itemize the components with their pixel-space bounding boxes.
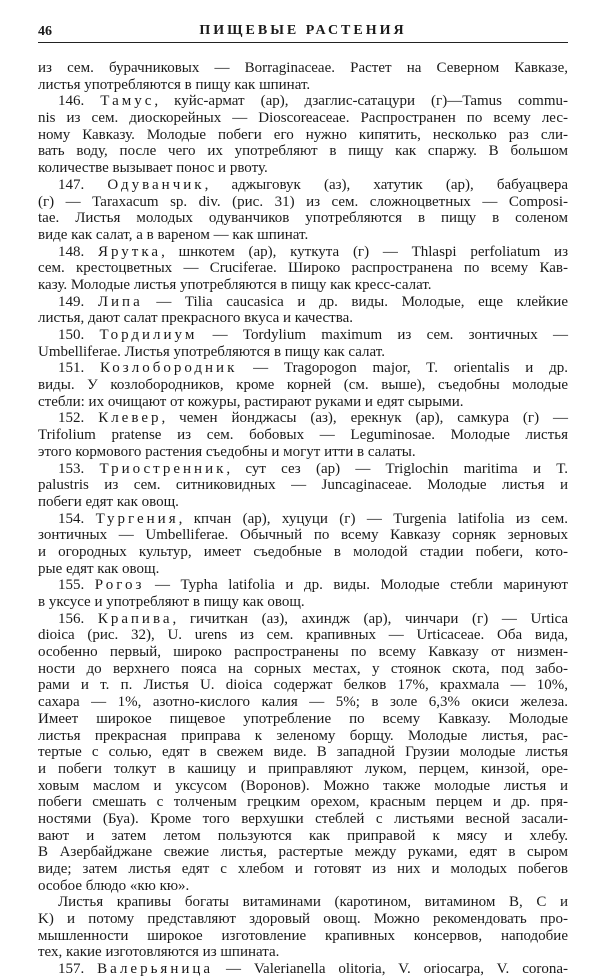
text-line: и побеги толкут в кашицу и приправляют луком, перцем, кинзой, оре-: [38, 760, 568, 777]
paragraph: [38, 894, 568, 961]
text-line: [38, 177, 568, 194]
entry-number: 151.: [58, 360, 101, 377]
text-line: рые едят как овощ.: [38, 560, 160, 577]
paragraph: [38, 961, 568, 978]
text-line: виде как салат, а в вареном — как шпинат.: [38, 226, 309, 243]
plant-name: Липа: [97, 293, 143, 310]
text-line: ности до верхнего пояса на сорных местах, у стоянок скота, под забо-: [38, 660, 568, 677]
page-header: [38, 22, 568, 43]
text-line: ностями (Буа). Кроме того верхушки стеблей с листьями весной засали-: [38, 810, 568, 827]
entry-text: , аджыговук (аз), хатутик (ар), бабуацвера: [204, 176, 568, 193]
entry-text: , шнкотем (ар), куткута (г) — Thlaspi perfoliatum из: [161, 243, 568, 260]
text-line: тех, какие изготовляются из шпината.: [38, 944, 280, 961]
entry-text: , гичиткан (аз), ахиндж (ар), чинчари (г) — Urtica: [172, 610, 568, 627]
plant-name: Клевер: [98, 410, 162, 427]
text-line: этого кормового растения съедобны и могут итти в салаты.: [38, 443, 416, 460]
text-line: казу. Молодые листья употребляются в пищу как кресс-салат.: [38, 276, 432, 293]
paragraph: [38, 244, 568, 294]
text-line: [38, 410, 568, 427]
text-line: вать воду, после чего их употребляют в пищу как спаржу. В большом: [38, 143, 568, 160]
plant-name: Рогоз: [94, 577, 145, 594]
entry-text: — Tragopogon major, T. orientalis и др.: [237, 360, 568, 377]
text-line: [38, 360, 568, 377]
text-line: особенно первый, широко распространены по всему Кавказу от низмен-: [38, 644, 568, 661]
text-line: из сем. бурачниковых — Borraginaceae. Растет на Северном Кавказе,: [38, 60, 568, 76]
text-line: [38, 327, 568, 344]
page-body: [38, 60, 568, 978]
paragraph: [38, 177, 568, 244]
text-line: тертые с солью, едят в свежем виде. В западной Грузии молодые листья: [38, 744, 568, 761]
text-line: palustris из сем. ситниковидных — Juncaginaceae. Молодые листья и: [38, 477, 568, 494]
entry-number: 149.: [58, 293, 98, 310]
text-line: [38, 244, 568, 261]
text-line: стебли: их очищают от кожуры, растирают руками и едят сырыми.: [38, 393, 464, 410]
text-line: ховым маслом и уксусом (Воронов). Можно также молодые листья и: [38, 777, 568, 794]
paragraph: [38, 410, 568, 460]
text-line: [38, 611, 568, 628]
text-line: количестве вызывает понос и рвоту.: [38, 160, 268, 177]
text-line: dioica (рис. 32), U. urens из сем. крапивных — Urticaceae. Оба вида,: [38, 627, 568, 644]
text-line: побеги смешать с толченым грецким орехом, красным перцем и др. пря-: [38, 794, 568, 811]
text-line: (г) — Taraxacum sp. div. (рис. 31) из сем. сложноцветных — Composi-: [38, 193, 568, 210]
plant-name: Тордилиум: [99, 327, 198, 343]
paragraph: [38, 294, 568, 327]
running-title: ПИЩЕВЫЕ РАСТЕНИЯ: [199, 23, 407, 38]
entry-text: , чемен йонджасы (аз), ерекнук (ар), самкура (г) —: [161, 410, 569, 427]
entry-number: 153.: [58, 460, 100, 477]
text-line: В Азербайджане свежие листья, растертые между руками, едят в сыром: [38, 844, 568, 861]
text-line: виды. У козлобородников, кроме корней (см. выше), съедобны молодые: [38, 377, 568, 394]
entry-number: 152.: [58, 410, 99, 427]
entry-text: — Tilia caucasica и др. виды. Молодые, еще клейкие: [142, 293, 568, 310]
entry-number: 150.: [58, 327, 100, 343]
text-line: [38, 93, 568, 110]
text-line: побеги едят как овощ.: [38, 493, 179, 510]
plant-name: Тамус: [100, 93, 155, 110]
paragraph: [38, 327, 568, 360]
text-line: [38, 461, 568, 478]
plant-name: Тургения: [95, 510, 179, 527]
entry-number: 156.: [58, 610, 98, 627]
plant-name: Триостренник: [99, 460, 227, 477]
entry-number: 154.: [58, 510, 96, 527]
plant-name: Козлобородник: [100, 360, 238, 377]
text-line: tae. Листья молодых одуванчиков употребляются в пищу в соленом: [38, 210, 568, 227]
entry-number: 157.: [58, 961, 98, 978]
paragraph: [38, 60, 568, 93]
text-line: листья прекрасная приправа к зеленому борщу. Молодые листья, рас-: [38, 727, 568, 744]
text-line: вают и затем летом пользуются как приправой к мясу и хлебу.: [38, 827, 568, 844]
text-line: в уксусе и употребляют в пищу как овощ.: [38, 594, 305, 610]
text-line: особое блюдо «кю кю».: [38, 877, 190, 894]
entry-text: — Valerianella olitoria, V. oriocarpa, V. corona-: [213, 961, 569, 978]
text-line: [38, 577, 568, 594]
text-line: листья, дают салат прекрасного вкуса и качества.: [38, 310, 353, 327]
paragraph: [38, 93, 568, 176]
entry-text: , сут сез (ар) — Triglochin maritima и T.: [226, 460, 568, 477]
plant-name: Ярутка: [98, 243, 162, 260]
text-line: K) и потому представляют здоровый овощ. Можно рекомендовать про-: [38, 911, 568, 928]
paragraph: [38, 360, 568, 410]
text-line: рами и т. п. Листья U. dioica содержат белков 17%, крахмала — 10%,: [38, 677, 568, 694]
text-line: Trifolium pratense из сем. бобовых — Leguminosae. Молодые листья: [38, 427, 568, 444]
text-line: зонтичных — Umbelliferae. Обычный по всему Кавказу сорняк зерновых: [38, 527, 568, 544]
entry-number: 147.: [58, 176, 108, 193]
entry-text: , кпчан (ар), хуцуци (г) — Turgenia latifolia из сем.: [178, 510, 568, 527]
entry-text: , куйс-армат (ар), дзаглис-сатацури (г)—Tamus commu-: [154, 93, 568, 110]
entry-text: — Typha latifolia и др. виды. Молодые стебли маринуют: [144, 577, 568, 594]
text-line: [38, 961, 568, 978]
entry-number: 155.: [58, 577, 95, 594]
text-line: сахара — 1%, азотно-кислого калия — 5%; в золе 6,3% окиси железа.: [38, 694, 568, 711]
text-line: Листья крапивы богаты витаминами (каротином, витамином B, C и: [58, 894, 568, 911]
text-line: и огородных культур, имеет съедобные в молодой стадии побеги, кото-: [38, 543, 568, 560]
text-line: ному Кавказу. Молодые побеги его нужно кипятить, несколько раз сли-: [38, 126, 568, 143]
paragraph: [38, 461, 568, 511]
text-line: виде; затем листья едят с хлебом и готовят из них и молодых побегов: [38, 861, 568, 877]
paragraph: [38, 577, 568, 610]
paragraph: [38, 511, 568, 578]
text-line: [38, 511, 568, 528]
plant-name: Валерьяница: [97, 961, 214, 978]
paragraph: [38, 611, 568, 895]
plant-name: Одуванчик: [107, 176, 205, 193]
text-line: [38, 294, 568, 311]
text-line: Имеет широкое пищевое употребление по всему Кавказу. Молодые: [38, 710, 568, 727]
text-line: Umbelliferae. Листья употребляются в пищу как салат.: [38, 343, 385, 360]
page-number: 46: [38, 24, 52, 39]
text-line: nis из сем. диоскорейных — Dioscoreaceae. Распространен по всему лес-: [38, 110, 568, 127]
entry-text: — Tordylium maximum из сем. зонтичных —: [197, 327, 569, 343]
entry-number: 148.: [58, 243, 98, 260]
text-line: сем. крестоцветных — Cruciferae. Широко распространена по всему Кав-: [38, 260, 568, 277]
text-line: мышленности широкое изготовление крапивных консервов, наподобие: [38, 927, 568, 944]
entry-number: 146.: [58, 93, 101, 110]
text-line: листья употребляются в пищу как шпинат.: [38, 76, 311, 93]
plant-name: Крапива: [97, 610, 173, 627]
